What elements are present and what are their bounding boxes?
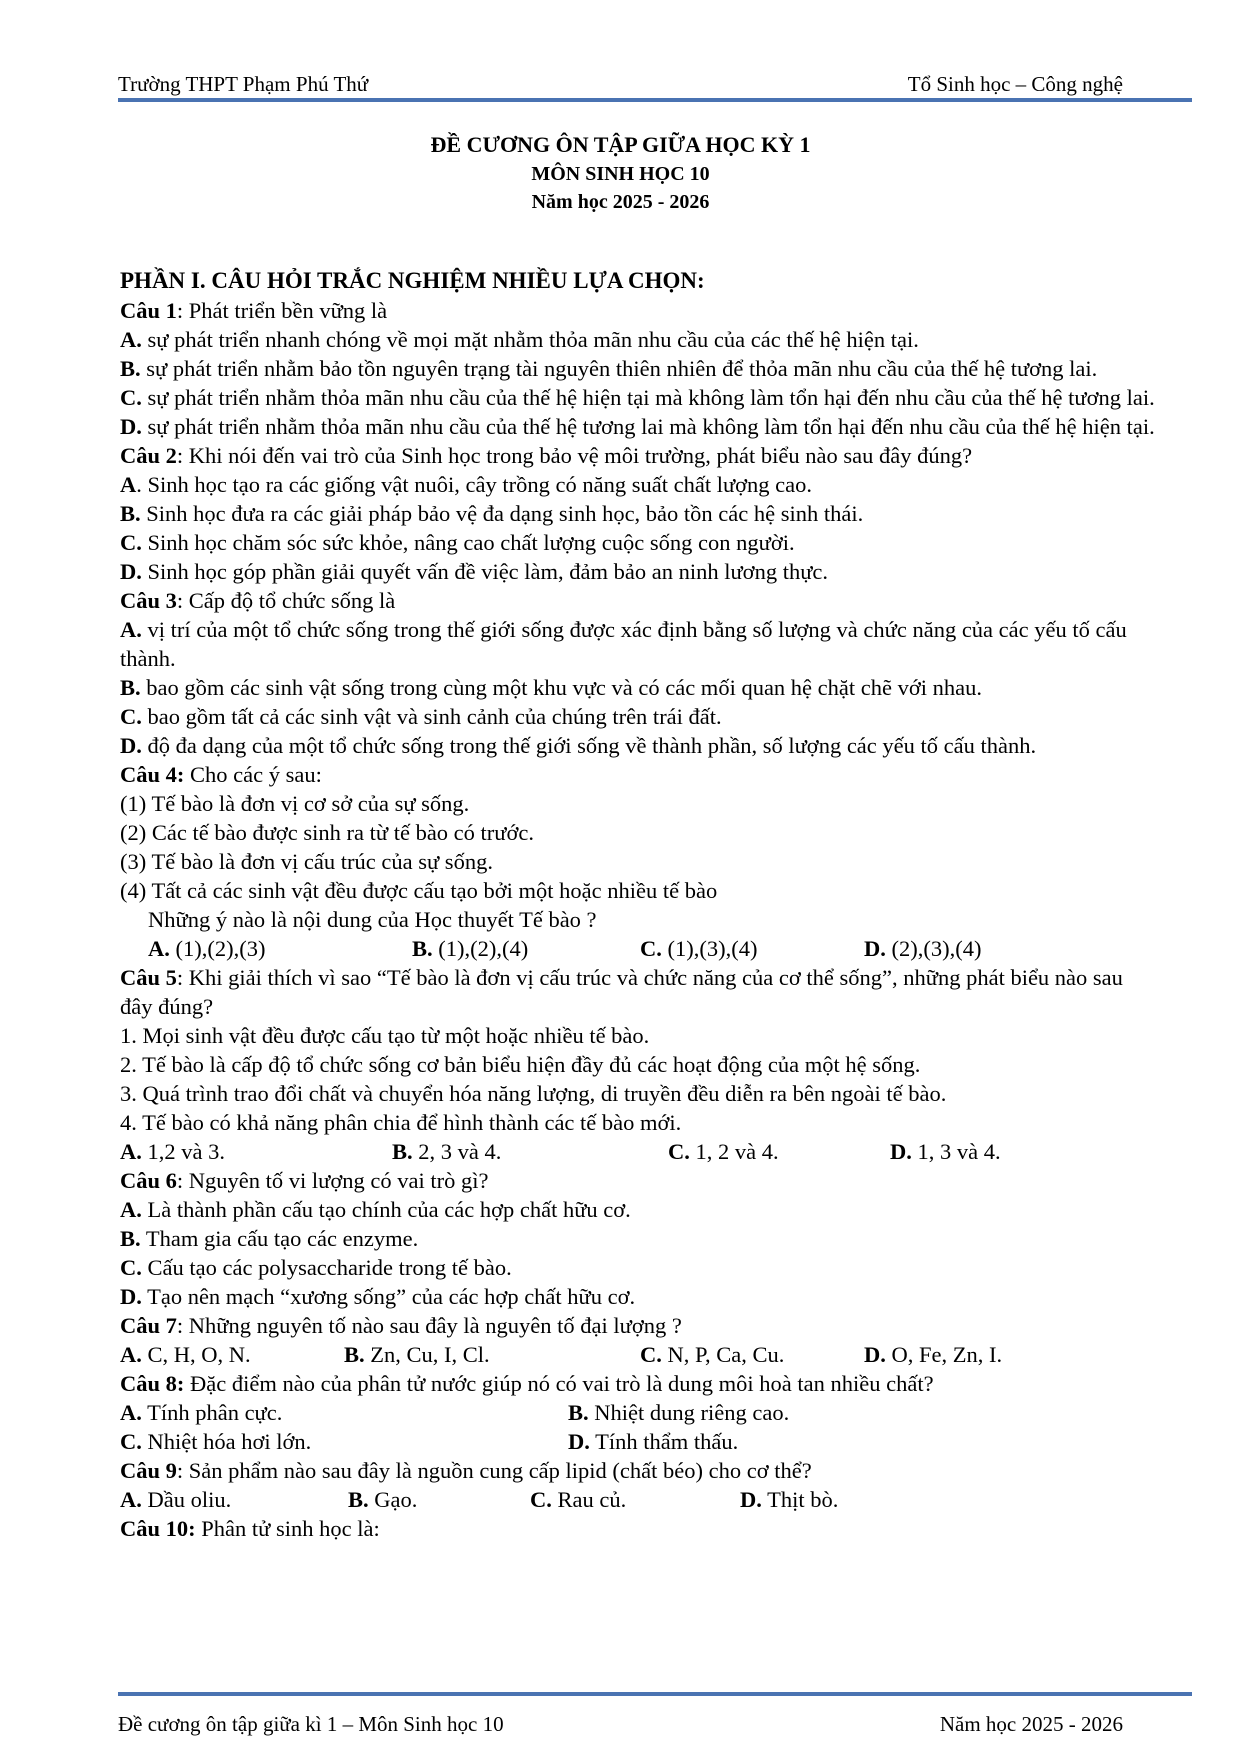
option-a: A. (1),(2),(3) (148, 936, 266, 961)
title-line-1: ĐỀ CƯƠNG ÔN TẬP GIỮA HỌC KỲ 1 (430, 132, 811, 157)
option-a: A. vị trí của một tổ chức sống trong thế giới sống được xác định bằng số lượng và chức năng của các yếu tố cấu thành. (120, 617, 1127, 671)
option-d: D. (2),(3),(4) (864, 936, 982, 961)
statement-4: 4. Tế bào có khả năng phân chia để hình thành các tế bào mới. (120, 1110, 682, 1135)
option-c: C. (1),(3),(4) (640, 936, 758, 961)
option-d: D. Tính thẩm thấu. (568, 1429, 739, 1454)
option-b: B. Gạo. (348, 1487, 418, 1512)
option-a: A. sự phát triển nhanh chóng về mọi mặt nhằm thỏa mãn nhu cầu của các thế hệ hiện tại. (120, 327, 919, 352)
footer-title: Đề cương ôn tập giữa kì 1 – Môn Sinh học 10 (118, 1712, 504, 1736)
option-d: D. độ đa dạng của một tổ chức sống trong thế giới sống về thành phần, số lượng các yếu tố cấu thành. (120, 733, 1037, 758)
option-a: A. Là thành phần cấu tạo chính của các hợp chất hữu cơ. (120, 1197, 631, 1222)
answer-options (120, 1137, 1160, 1166)
option-a: A. Sinh học tạo ra các giống vật nuôi, cây trồng có năng suất chất lượng cao. (120, 472, 813, 497)
document-body (120, 266, 1160, 1543)
question-7: Câu 7: Những nguyên tố nào sau đây là nguyên tố đại lượng ? (120, 1313, 682, 1338)
statement-1: 1. Mọi sinh vật đều được cấu tạo từ một hoặc nhiều tế bào. (120, 1023, 650, 1048)
header-rule (118, 98, 1192, 102)
question-10: Câu 10: Phân tử sinh học là: (120, 1516, 380, 1541)
option-c: C. N, P, Ca, Cu. (640, 1342, 785, 1367)
option-c: C. Nhiệt hóa hơi lớn. (120, 1429, 312, 1454)
question-4: Câu 4: Cho các ý sau: (120, 762, 322, 787)
option-d: D. Thịt bò. (740, 1487, 839, 1512)
option-b: B. (1),(2),(4) (412, 936, 529, 961)
footer-rule (118, 1692, 1192, 1696)
statement-3: 3. Quá trình trao đổi chất và chuyển hóa năng lượng, di truyền đều diễn ra bên ngoài tế bào. (120, 1081, 947, 1106)
answer-options (120, 1340, 1160, 1369)
question-prompt: Những ý nào là nội dung của Học thuyết Tế bào ? (148, 907, 597, 932)
statement-4: (4) Tất cả các sinh vật đều được cấu tạo bởi một hoặc nhiều tế bào (120, 878, 718, 903)
option-c: C. Cấu tạo các polysaccharide trong tế bào. (120, 1255, 512, 1280)
footer-year: Năm học 2025 - 2026 (939, 1712, 1123, 1736)
option-b: B. Tham gia cấu tạo các enzyme. (120, 1226, 419, 1251)
question-label: Câu 1 (120, 298, 177, 323)
statement-1: (1) Tế bào là đơn vị cơ sở của sự sống. (120, 791, 470, 816)
option-c: C. Rau củ. (530, 1487, 627, 1512)
option-d: D. O, Fe, Zn, I. (864, 1342, 1003, 1367)
option-b: B. 2, 3 và 4. (392, 1139, 502, 1164)
option-d: D. Tạo nên mạch “xương sống” của các hợp chất hữu cơ. (120, 1284, 636, 1309)
option-a: A. C, H, O, N. (120, 1342, 251, 1367)
question-2: Câu 2: Khi nói đến vai trò của Sinh học trong bảo vệ môi trường, phát biểu nào sau đây đúng? (120, 443, 973, 468)
question-9: Câu 9: Sản phẩm nào sau đây là nguồn cung cấp lipid (chất béo) cho cơ thể? (120, 1458, 812, 1483)
option-b: B. sự phát triển nhằm bảo tồn nguyên trạng tài nguyên thiên nhiên để thỏa mãn nhu cầu của thế hệ tương lai. (120, 356, 1098, 381)
option-d: D. 1, 3 và 4. (890, 1139, 1001, 1164)
question-1: Câu 1: Phát triển bền vững là (120, 298, 388, 323)
option-b: B. bao gồm các sinh vật sống trong cùng một khu vực và có các mối quan hệ chặt chẽ với nhau. (120, 675, 982, 700)
answer-options-row-1 (120, 1398, 1160, 1427)
question-8: Câu 8: Đặc điểm nào của phân tử nước giúp nó có vai trò là dung môi hoà tan nhiều chất? (120, 1371, 934, 1396)
option-b: B. Sinh học đưa ra các giải pháp bảo vệ đa dạng sinh học, bảo tồn các hệ sinh thái. (120, 501, 864, 526)
option-c: C. bao gồm tất cả các sinh vật và sinh cảnh của chúng trên trái đất. (120, 704, 722, 729)
question-3: Câu 3: Cấp độ tổ chức sống là (120, 588, 396, 613)
option-c: C. sự phát triển nhằm thỏa mãn nhu cầu của thế hệ hiện tại mà không làm tổn hại đến nhu cầu của thế hệ tương lai. (120, 385, 1155, 410)
answer-options (120, 934, 1160, 963)
option-c: C. Sinh học chăm sóc sức khỏe, nâng cao chất lượng cuộc sống con người. (120, 530, 795, 555)
option-a: A. 1,2 và 3. (120, 1139, 225, 1164)
answer-options-row-2 (120, 1427, 1160, 1456)
department-name: Tổ Sinh học – Công nghệ (907, 72, 1123, 96)
statement-2: 2. Tế bào là cấp độ tổ chức sống cơ bản biểu hiện đầy đủ các hoạt động của một hệ sống. (120, 1052, 921, 1077)
statement-3: (3) Tế bào là đơn vị cấu trúc của sự sống. (120, 849, 493, 874)
option-b: B. Zn, Cu, I, Cl. (344, 1342, 490, 1367)
statement-2: (2) Các tế bào được sinh ra từ tế bào có trước. (120, 820, 534, 845)
title-line-3: Năm học 2025 - 2026 (531, 191, 710, 213)
question-5: Câu 5: Khi giải thích vì sao “Tế bào là đơn vị cấu trúc và chức năng của cơ thể sống”, những phát biểu nào sau đây đúng? (120, 965, 1123, 1019)
option-d: D. Sinh học góp phần giải quyết vấn đề việc làm, đảm bảo an ninh lương thực. (120, 559, 829, 584)
option-a: A. Tính phân cực. (120, 1400, 283, 1425)
option-b: B. Nhiệt dung riêng cao. (568, 1400, 790, 1425)
question-6: Câu 6: Nguyên tố vi lượng có vai trò gì? (120, 1168, 489, 1193)
title-line-2: MÔN SINH HỌC 10 (531, 163, 710, 185)
option-d: D. sự phát triển nhằm thỏa mãn nhu cầu của thế hệ tương lai mà không làm tổn hại đến nhu cầu của thế hệ hiện tại. (120, 414, 1155, 439)
answer-options (120, 1485, 1160, 1514)
option-c: C. 1, 2 và 4. (668, 1139, 779, 1164)
school-name: Trường THPT Phạm Phú Thứ (118, 72, 369, 96)
option-a: A. Dầu oliu. (120, 1487, 232, 1512)
document-title (0, 130, 1241, 216)
section-title: PHẦN I. CÂU HỎI TRẮC NGHIỆM NHIỀU LỰA CHỌN: (120, 268, 705, 293)
